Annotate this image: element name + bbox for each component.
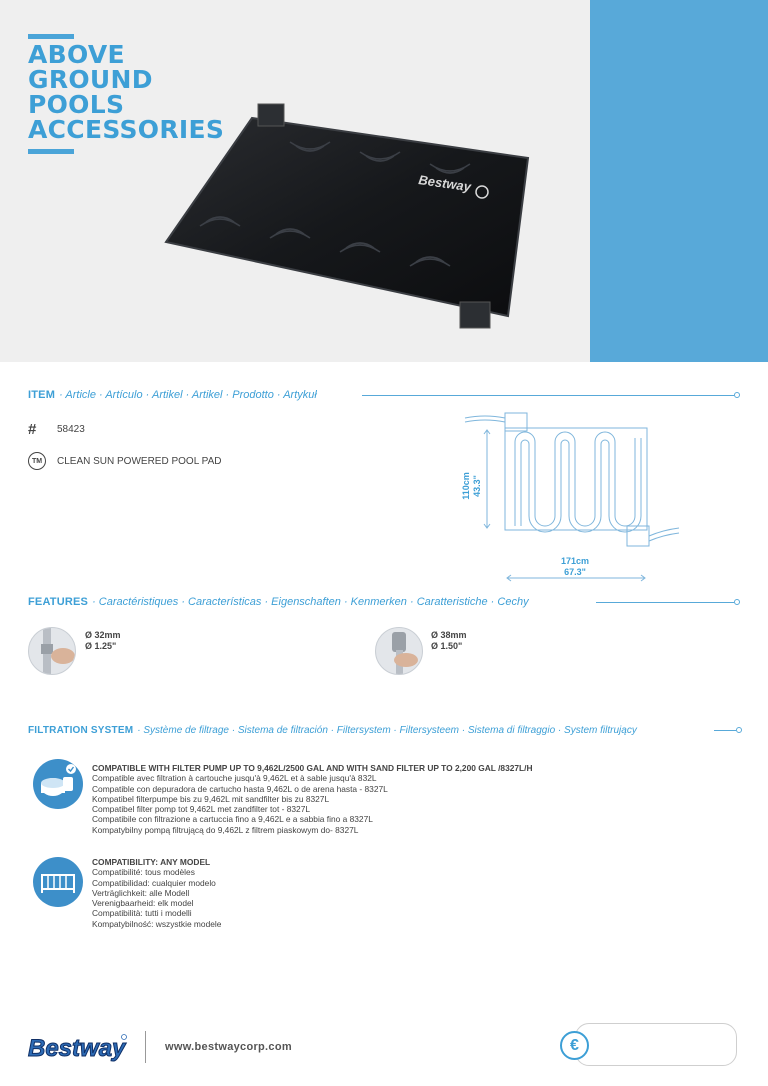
height-metric-label: 110cm (461, 472, 471, 500)
item-section-lead: ITEM (28, 389, 56, 401)
title-line-4: ACCESSORIES (28, 115, 225, 144)
item-section-rule-end (734, 392, 740, 398)
feature-1-imperial: Ø 1.25" (85, 641, 117, 651)
title-bar-top (28, 34, 74, 39)
filtration-block-1-line: Compatibel filter pomp tot 9,462L met zandfilter tot - 8327L (92, 804, 311, 815)
feature-1-spec (85, 630, 121, 652)
filtration-block-2-line: Compatibilità: tutti i modelli (92, 908, 192, 919)
hose-32mm-icon (28, 627, 76, 675)
hero-accent-panel (590, 0, 768, 362)
svg-text:Bestway: Bestway (28, 1035, 126, 1062)
filtration-block-2-line: Verenigbaarheid: elk model (92, 898, 194, 909)
height-imperial-label: 43.3" (472, 475, 482, 497)
features-section-translations: · Caractéristiques · Características · Eigenschaften · Kenmerken · Caratteristiche · Cechy (92, 596, 529, 608)
filtration-block-1 (92, 763, 533, 835)
filtration-block-2 (92, 857, 221, 929)
title-line-1: ABOVE (28, 40, 125, 69)
features-section-rule-end (734, 599, 740, 605)
filtration-block-1-line: Kompatibel filterpumpe bis zu 9,462L mit sandfilter bis zu 8327L (92, 793, 330, 804)
filtration-section-rule (714, 730, 736, 731)
hash-icon: # (28, 421, 37, 438)
website-url: www.bestwaycorp.com (165, 1041, 292, 1053)
trademark-icon: TM (28, 452, 46, 470)
title-line-3: POOLS (28, 90, 125, 119)
filtration-block-2-line: Verträglichkeit: alle Modell (92, 887, 190, 898)
price-box (575, 1023, 737, 1066)
pool-frame-icon (33, 857, 83, 907)
title-bar-bottom (28, 149, 74, 154)
features-section-header (28, 594, 529, 610)
filtration-block-2-heading: COMPATIBILITY: ANY MODEL (92, 857, 211, 867)
item-section-rule (362, 395, 734, 396)
filtration-block-1-heading: COMPATIBLE WITH FILTER PUMP UP TO 9,462L/2500 GAL AND WITH SAND FILTER UP TO 2,200 GAL /8327L/H (92, 763, 533, 773)
features-section-lead: FEATURES (28, 596, 89, 608)
feature-1-metric: Ø 32mm (85, 630, 121, 640)
filtration-section-rule-end (736, 727, 742, 733)
filtration-block-1-line: Kompatybilny pompą filtrującą do 9,462L z filtrem piaskowym do- 8327L (92, 824, 359, 835)
width-metric-label: 171cm (560, 556, 590, 566)
filtration-block-1-line: Compatibile con filtrazione a cartuccia fino a 9,462L e a sabbia fino a 8327L (92, 814, 373, 825)
feature-2-metric: Ø 38mm (431, 630, 467, 640)
item-section-header (28, 387, 317, 403)
hose-38mm-icon (375, 627, 423, 675)
euro-icon: € (560, 1031, 589, 1060)
filtration-section-header (28, 722, 637, 738)
pad-brand-label: Bestway (417, 172, 472, 195)
solar-pad-image (160, 96, 540, 346)
filtration-section-lead: FILTRATION SYSTEM (28, 724, 134, 736)
item-number-row (28, 421, 85, 438)
filtration-block-2-line: Compatibilité: tous modèles (92, 867, 195, 878)
filtration-block-1-line: Compatible avec filtration à cartouche jusqu'à 9,462L et à sable jusqu'à 832L (92, 773, 377, 784)
bestway-logo (26, 1031, 130, 1063)
title-line-2: GROUND (28, 65, 153, 94)
feature-2-imperial: Ø 1.50" (431, 641, 463, 651)
footer-divider (145, 1031, 146, 1063)
dimension-diagram (455, 408, 685, 588)
width-imperial-label: 67.3" (564, 567, 586, 577)
feature-2-spec (431, 630, 467, 652)
filtration-block-2-line: Kompatybilność: wszystkie modele (92, 918, 222, 929)
item-name: CLEAN SUN POWERED POOL PAD (57, 455, 222, 467)
item-name-row (28, 452, 221, 470)
filter-pump-icon (33, 759, 83, 809)
filtration-block-2-line: Compatibilidad: cualquier modelo (92, 877, 216, 888)
filtration-block-1-line: Compatible con depuradora de cartucho hasta 9,462L o de arena hasta - 8327L (92, 783, 388, 794)
filtration-section-translations: · Système de filtrage · Sistema de filtración · Filtersystem · Filtersysteem · Sistema di filtraggio · System filtrujący (137, 724, 637, 736)
item-number: 58423 (57, 424, 85, 435)
features-section-rule (596, 602, 734, 603)
item-section-translations: · Article · Artículo · Artikel · Artikel · Prodotto · Artykuł (59, 389, 317, 401)
